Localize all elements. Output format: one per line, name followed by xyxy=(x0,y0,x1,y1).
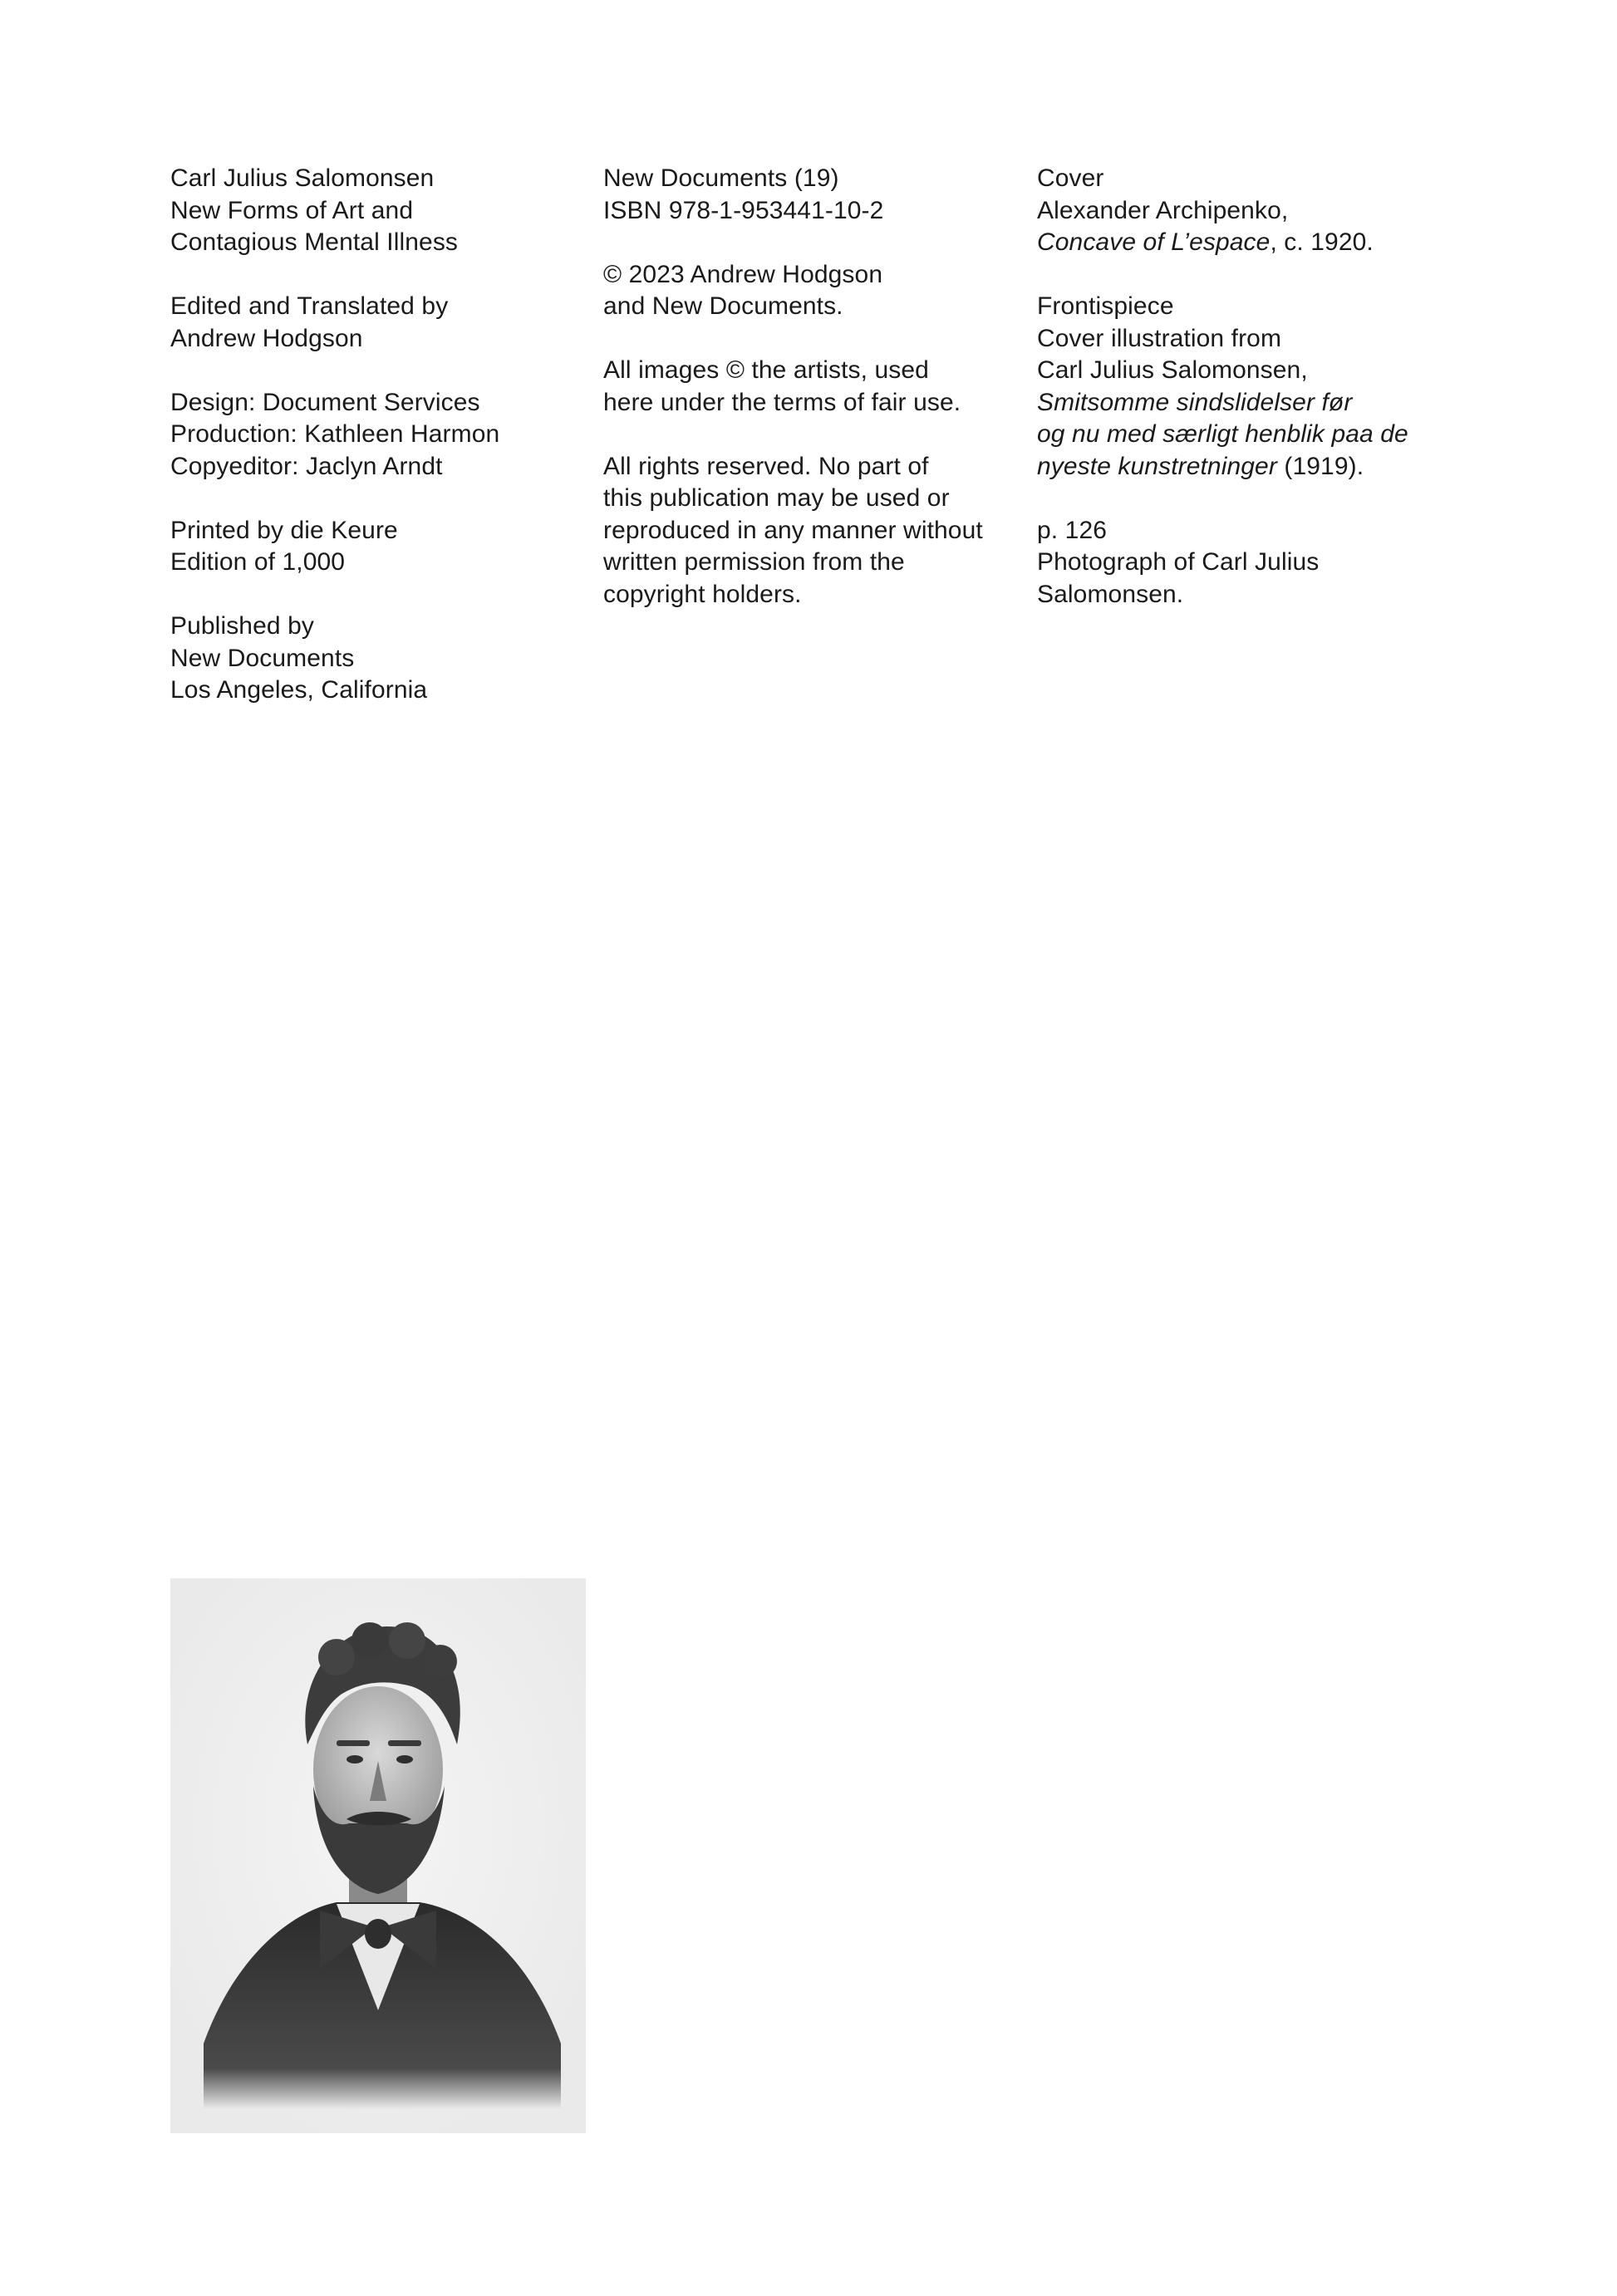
frontispiece-heading: Frontispiece xyxy=(1037,292,1174,320)
publisher-block xyxy=(170,611,586,707)
editor-block xyxy=(170,291,586,355)
printing-block xyxy=(170,515,586,579)
photo-credit-line-2: Salomonsen. xyxy=(1037,580,1184,608)
frontispiece-line-2: Carl Julius Salomonsen, xyxy=(1037,356,1308,384)
frontispiece-year: (1919). xyxy=(1276,452,1364,480)
frontispiece-line-1: Cover illustration from xyxy=(1037,324,1282,352)
rights-line-3: reproduced in any manner without xyxy=(603,516,983,544)
frontispiece-title-line-3 xyxy=(1037,451,1452,483)
copyright-line-1: © 2023 Andrew Hodgson xyxy=(603,260,883,288)
photo-credit-block xyxy=(1037,515,1452,611)
cover-work xyxy=(1037,227,1452,259)
production-credit: Production: Kathleen Harmon xyxy=(170,420,500,448)
book-title-block xyxy=(170,163,586,259)
rights-line-4: written permission from the xyxy=(603,548,905,576)
book-title-line-1: New Forms of Art and xyxy=(170,196,414,224)
cover-heading: Cover xyxy=(1037,164,1104,192)
cover-work-title: Concave of L’espace xyxy=(1037,228,1270,256)
copyright-line-2: and New Documents. xyxy=(603,292,843,320)
cover-artist: Alexander Archipenko, xyxy=(1037,196,1289,224)
frontispiece-title-line-2: og nu med særligt henblik paa de xyxy=(1037,420,1408,448)
portrait-icon xyxy=(170,1578,586,2133)
portrait-photograph xyxy=(170,1578,586,2133)
frontispiece-title-end: nyeste kunstretninger xyxy=(1037,452,1277,480)
design-credit: Design: Document Services xyxy=(170,388,480,416)
images-notice-line-1: All images © the artists, used xyxy=(603,356,929,384)
editor-name: Andrew Hodgson xyxy=(170,324,363,352)
publisher-label: Published by xyxy=(170,612,314,640)
images-notice-line-2: here under the terms of fair use. xyxy=(603,388,961,416)
frontispiece-credit-block xyxy=(1037,291,1452,483)
rights-line-2: this publication may be used or xyxy=(603,484,950,512)
photo-credit-line-1: Photograph of Carl Julius xyxy=(1037,548,1320,576)
rights-line-1: All rights reserved. No part of xyxy=(603,452,929,480)
series-block xyxy=(603,163,1019,227)
rights-line-5: copyright holders. xyxy=(603,580,802,608)
copyright-block xyxy=(603,259,1019,323)
photo-page-ref: p. 126 xyxy=(1037,516,1108,544)
series-number: New Documents (19) xyxy=(603,164,839,192)
images-notice-block xyxy=(603,355,1019,419)
credits-block xyxy=(170,387,586,483)
frontispiece-title-line-1: Smitsomme sindslidelser før xyxy=(1037,388,1353,416)
colophon-column-1 xyxy=(170,163,586,738)
cover-work-date: , c. 1920. xyxy=(1270,228,1374,256)
book-title-line-2: Contagious Mental Illness xyxy=(170,228,459,256)
cover-credit-block xyxy=(1037,163,1452,259)
author-name: Carl Julius Salomonsen xyxy=(170,164,435,192)
publisher-name: New Documents xyxy=(170,644,355,672)
colophon-column-2 xyxy=(603,163,1019,643)
rights-block xyxy=(603,451,1019,611)
copyeditor-credit: Copyeditor: Jaclyn Arndt xyxy=(170,452,443,480)
edition: Edition of 1,000 xyxy=(170,548,346,576)
colophon-column-3 xyxy=(1037,163,1452,643)
publisher-location: Los Angeles, California xyxy=(170,676,428,704)
isbn: ISBN 978-1-953441-10-2 xyxy=(603,196,884,224)
printer: Printed by die Keure xyxy=(170,516,398,544)
editor-label: Edited and Translated by xyxy=(170,292,449,320)
